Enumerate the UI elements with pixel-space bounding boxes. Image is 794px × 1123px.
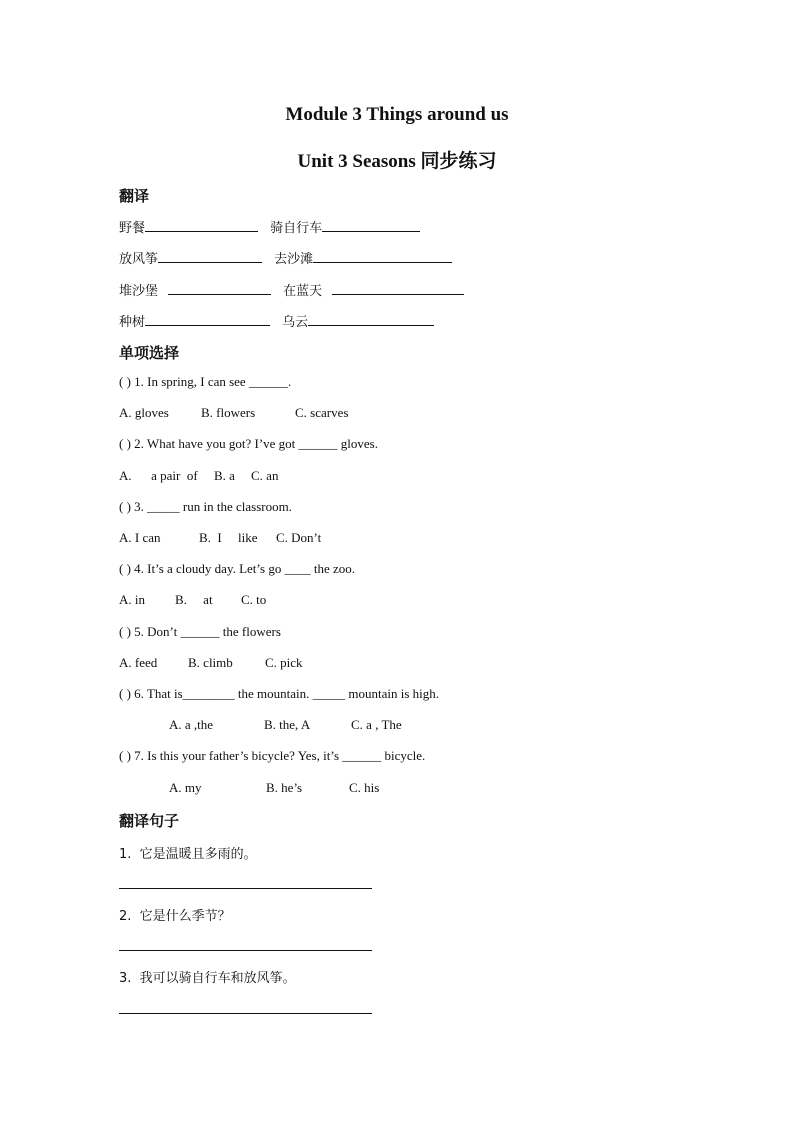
word-item — [119, 311, 434, 330]
question-text: ( ) 2. What have you got? I’ve got ______ gloves. — [119, 436, 378, 451]
answer-blank[interactable] — [322, 219, 420, 232]
option[interactable]: A. my — [169, 780, 202, 795]
option[interactable]: B. at — [175, 592, 213, 607]
section-heading-single-choice: 单项选择 — [119, 344, 180, 362]
answer-blank[interactable] — [308, 313, 434, 326]
option[interactable]: C. a , The — [351, 717, 402, 732]
answer-blank[interactable] — [313, 250, 452, 263]
word-item — [119, 217, 420, 236]
word-label: 乌云 — [282, 315, 309, 330]
option[interactable]: C. pick — [265, 655, 303, 670]
option[interactable]: C. Don’t — [276, 530, 322, 545]
word-label: 骑自行车 — [270, 221, 323, 236]
option[interactable]: A. I can — [119, 530, 161, 545]
answer-blank[interactable] — [145, 219, 258, 232]
word-item — [119, 248, 452, 267]
question-text: ( ) 7. Is this your father’s bicycle? Yes, it’s ______ bicycle. — [119, 748, 426, 763]
section-heading-translate-words: 翻译 — [119, 187, 150, 205]
option[interactable]: B. the, A — [264, 717, 311, 732]
section-heading-translate-sentences: 翻译句子 — [119, 812, 180, 830]
option[interactable]: A. a ,the — [169, 717, 214, 732]
question-text: ( ) 6. That is________ the mountain. _____ mountain is high. — [119, 686, 440, 701]
answer-blank[interactable] — [168, 282, 271, 295]
word-label: 去沙滩 — [274, 252, 314, 267]
option[interactable]: B. climb — [188, 655, 233, 670]
answer-blank[interactable] — [145, 313, 270, 326]
sentence-prompt: 2. 它是什么季节？ — [119, 909, 231, 924]
option[interactable]: B. flowers — [201, 405, 256, 420]
page-subtitle: Unit 3 Seasons 同步练习 — [297, 151, 497, 172]
word-label: 放风筝 — [119, 252, 159, 267]
option[interactable]: B. he’s — [266, 780, 303, 795]
answer-line[interactable] — [119, 888, 372, 889]
sentence-prompt: 3. 我可以骑自行车和放风筝。 — [119, 971, 296, 986]
word-item — [119, 280, 464, 299]
option[interactable]: B. a — [214, 468, 235, 483]
question-text: ( ) 3. _____ run in the classroom. — [119, 499, 292, 514]
question-text: ( ) 4. It’s a cloudy day. Let’s go ____ the zoo. — [119, 561, 355, 576]
answer-blank[interactable] — [158, 250, 262, 263]
option[interactable]: A. gloves — [119, 405, 169, 420]
answer-blank[interactable] — [332, 282, 464, 295]
answer-line[interactable] — [119, 1013, 372, 1014]
question-text: ( ) 1. In spring, I can see ______. — [119, 374, 292, 389]
option[interactable]: B. I like — [199, 530, 258, 545]
page-title: Module 3 Things around us — [285, 104, 509, 125]
answer-line[interactable] — [119, 950, 372, 951]
word-label: 堆沙堡 — [119, 284, 159, 299]
option[interactable]: C. an — [251, 468, 279, 483]
option[interactable]: C. scarves — [295, 405, 349, 420]
option[interactable]: A. in — [119, 592, 145, 607]
word-label: 种树 — [119, 315, 146, 330]
option[interactable]: A. a pair of — [119, 468, 198, 483]
question-text: ( ) 5. Don’t ______ the flowers — [119, 624, 281, 639]
option[interactable]: A. feed — [119, 655, 158, 670]
sentence-prompt: 1. 它是温暖且多雨的。 — [119, 847, 257, 862]
option[interactable]: C. his — [349, 780, 380, 795]
option[interactable]: C. to — [241, 592, 267, 607]
word-label: 野餐 — [119, 221, 146, 236]
word-label: 在蓝天 — [283, 284, 323, 299]
